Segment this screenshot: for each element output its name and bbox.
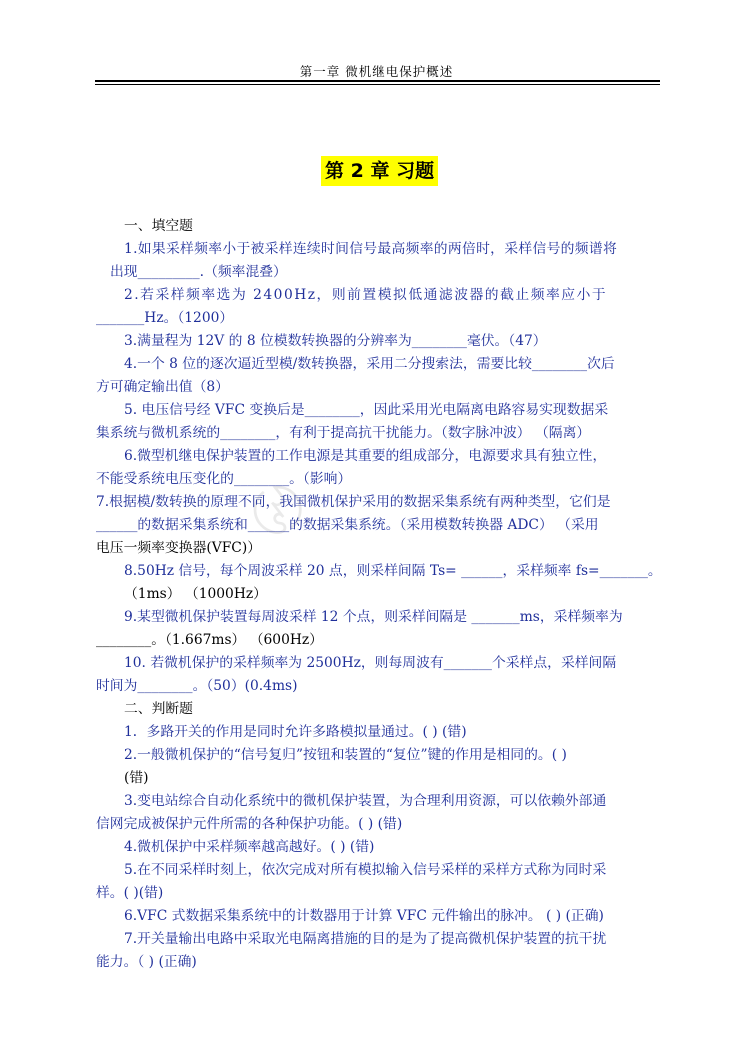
question-line: 2.一般微机保护的“信号复归”按钮和装置的“复位”键的作用是相同的。( ) [124,747,567,763]
question-line: 4.微机保护中采样频率越高越好。( ) (错) [124,839,375,855]
section-heading-fill-blank: 一、填空题 [124,218,193,234]
chapter-title: 第 2 章 习题 [321,156,438,186]
question-line: _______Hz。（1200） [96,310,234,326]
watermark-decoration: 〄 [240,472,319,552]
question-line: 1．多路开关的作用是同时允许多路模拟量通过。( ) (错) [124,724,467,740]
header-rule-thin [95,84,660,85]
question-line: 5. 电压信号经 VFC 变换后是________，因此采用光电隔离电路容易实现数据采 [124,402,609,418]
question-line: 能力。（ ) (正确) [96,954,197,970]
question-line: 时间为________。（50）(0.4ms) [96,678,298,694]
question-line: 3.满量程为 12V 的 8 位模数转换器的分辨率为________毫伏。（47） [124,333,547,349]
section-heading-true-false: 二、判断题 [124,701,193,717]
question-line: 样。( )(错) [96,885,164,901]
running-header: 第一章 微机继电保护概述 [299,64,454,79]
question-line: 6.微型机继电保护装置的工作电源是其重要的组成部分，电源要求具有独立性， [124,448,607,464]
question-line: （1ms） （1000Hz） [124,586,267,602]
question-line: 4.一个 8 位的逐次逼近型模/数转换器，采用二分搜索法，需要比较________次后 [124,356,615,372]
question-line: 2.若采样频率选为 2400Hz，则前置模拟低通滤波器的截止频率应小于 [124,287,608,303]
question-line: 3.变电站综合自动化系统中的微机保护装置，为合理利用资源，可以依赖外部通 [124,793,607,809]
question-line: 8.50Hz 信号，每个周波采样 20 点，则采样间隔 Ts= ______，采样频率 fs=_______。 [124,563,662,579]
question-line: 集系统与微机系统的________，有利于提高抗干扰能力。（数字脉冲波） （隔离） [96,425,591,441]
question-line: 7.根据模/数转换的原理不同，我国微机保护采用的数据采集系统有两种类型，它们是 [96,494,611,510]
question-line: 9.某型微机保护装置每周波采样 12 个点，则采样间隔是 _______ms，采样频率为 [124,609,623,625]
question-line: ______的数据采集系统和______的数据采集系统。（采用模数转换器 ADC） （采用 [96,517,599,533]
question-line: 方可确定输出值（8） [96,379,229,395]
question-line: 出现_________.（频率混叠） [110,264,287,280]
question-line: 不能受系统电压变化的________。（影响） [96,471,352,487]
question-line: 6.VFC 式数据采集系统中的计数器用于计算 VFC 元件输出的脉冲。 ( ) (正确) [124,908,604,924]
header-rule [95,80,660,82]
question-line: 1.如果采样频率小于被采样连续时间信号最高频率的两倍时，采样信号的频谱将 [124,241,618,257]
question-line: 5.在不同采样时刻上，依次完成对所有模拟输入信号采样的采样方式称为同时采 [124,862,607,878]
question-line: 10. 若微机保护的采样频率为 2500Hz，则每周波有_______个采样点，采样间隔 [124,655,617,671]
question-line: 电压一频率变换器(VFC)） [96,540,262,556]
question-line: (错) [124,770,149,786]
question-line: 7.开关量输出电路中采取光电隔离措施的目的是为了提高微机保护装置的抗干扰 [124,931,607,947]
question-line: 信网完成被保护元件所需的各种保护功能。( ) (错) [96,816,403,832]
question-line: ________。（1.667ms） （600Hz） [96,632,323,648]
